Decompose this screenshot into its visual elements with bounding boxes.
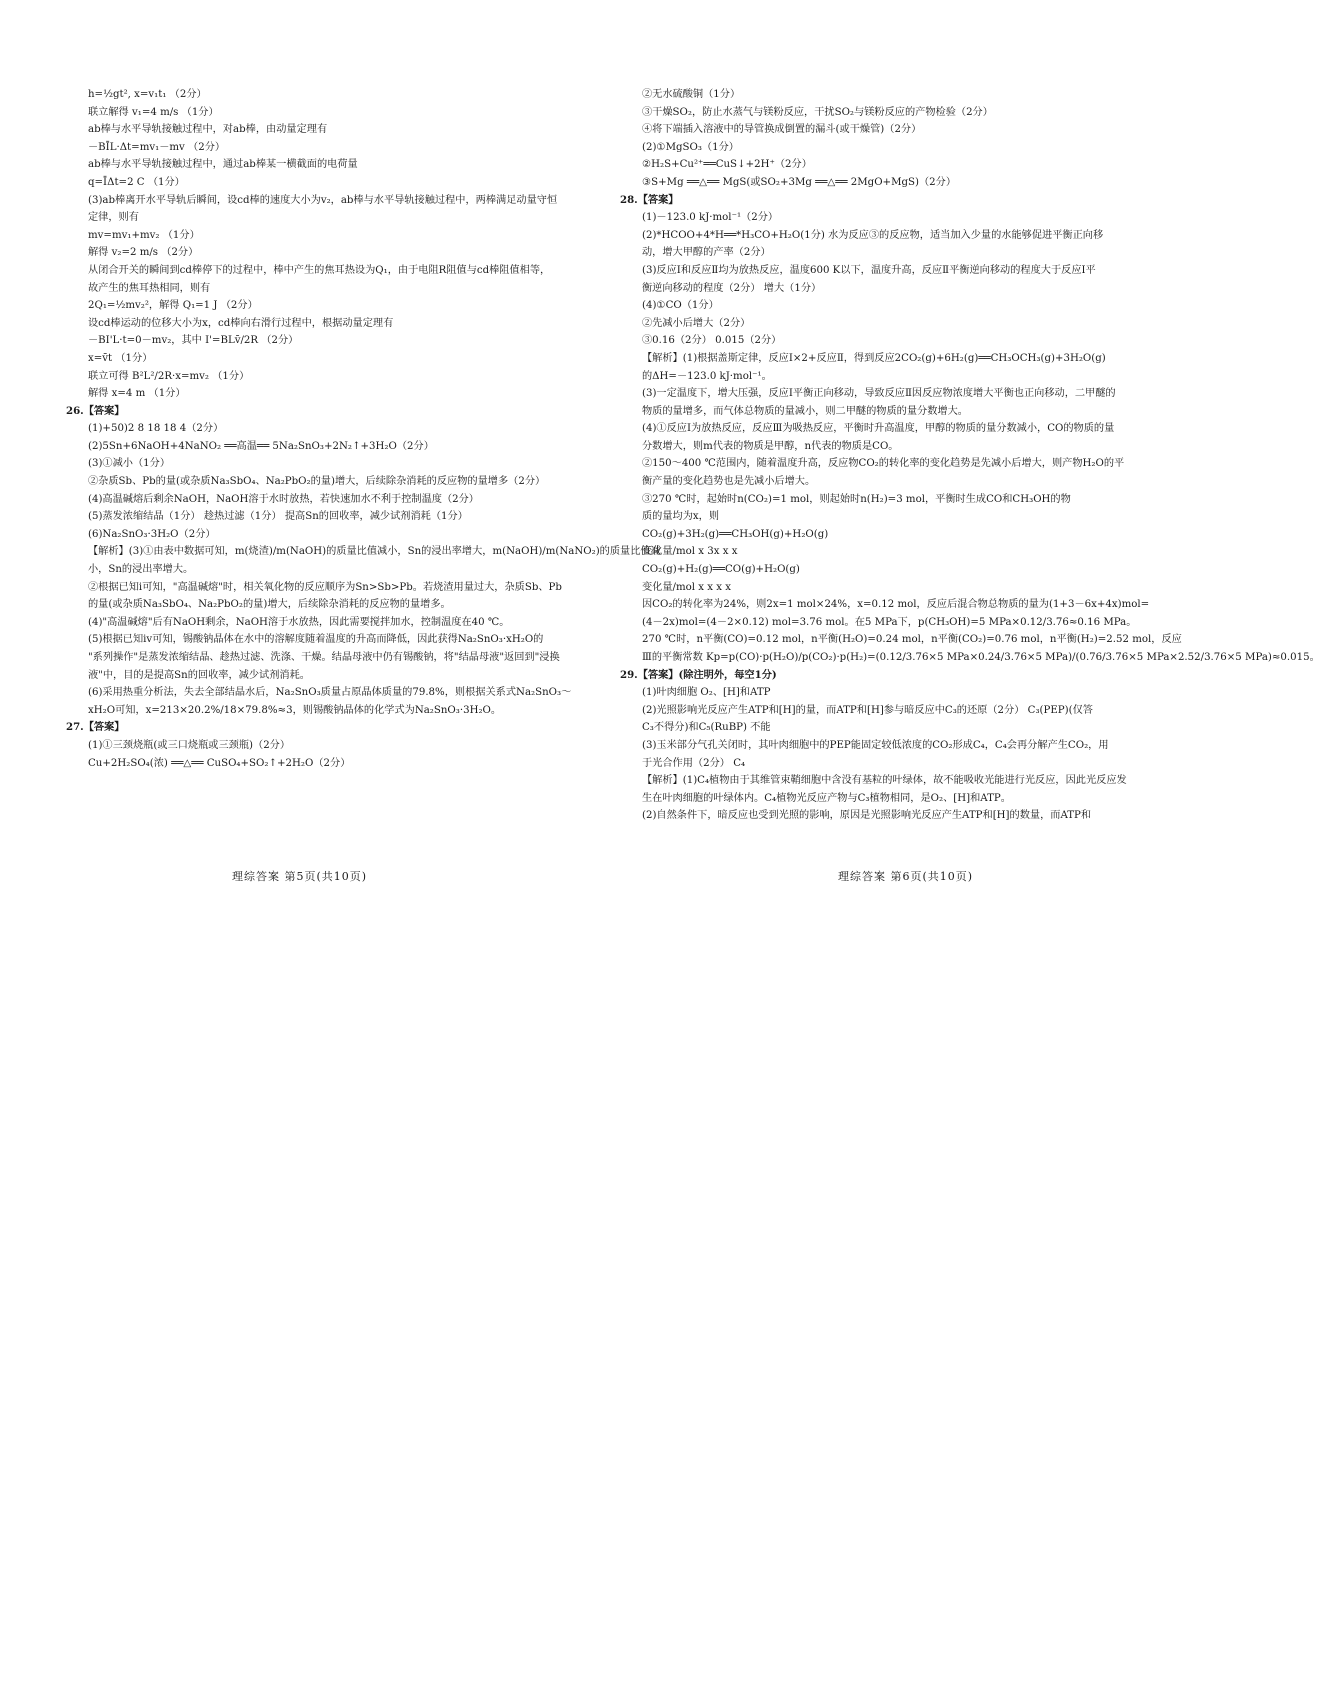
text-line: (5)根据已知ⅳ可知，锡酸钠晶体在水中的溶解度随着温度的升高而降低，因此获得Na₂SnO₃·xH₂O的 <box>88 634 544 646</box>
text-line: (4)①反应Ⅰ为放热反应，反应Ⅲ为吸热反应，平衡时升高温度，甲醇的物质的量分数减小，CO的物质的量 <box>642 423 1115 435</box>
text-line: ②杂质Sb、Pb的量(或杂质Na₃SbO₄、Na₂PbO₂的量)增大，后续除杂消耗的反应物的量增多（2分） <box>88 476 546 488</box>
text-line: (2)自然条件下，暗反应也受到光照的影响，原因是光照影响光反应产生ATP和[H]的数量，而ATP和 <box>642 810 1092 822</box>
text-line: ④将下端插入溶液中的导管换成倒置的漏斗(或干燥管)（2分） <box>642 124 922 136</box>
text-line: C₃不得分)和C₅(RuBP) 不能 <box>642 722 771 734</box>
text-line: 2Q₁=½mv₂²，解得 Q₁=1 J （2分） <box>88 300 258 312</box>
text-line: 联立解得 v₁=4 m/s （1分） <box>88 106 219 118</box>
text-line: 270 ℃时，n平衡(CO)=0.12 mol，n平衡(H₂O)=0.24 mol，n平衡(CO₂)=0.76 mol，n平衡(H₂)=2.52 mol，反应 <box>642 634 1182 646</box>
text-line: (1)①三颈烧瓶(或三口烧瓶或三颈瓶)（2分） <box>88 739 291 751</box>
text-line: (2)5Sn+6NaOH+4NaNO₂ ══高温══ 5Na₂SnO₃+2N₂↑+3H₂O（2分） <box>88 440 434 452</box>
text-line: xH₂O可知，x=213×20.2%/18×79.8%≈3，则锡酸钠晶体的化学式为Na₂SnO₃·3H₂O。 <box>88 704 502 716</box>
text-line: 小，Sn的浸出率增大。 <box>88 564 194 576</box>
text-line: (4)①CO（1分） <box>642 300 719 312</box>
text-line: 物质的量增多，而气体总物质的量减小，则二甲醚的物质的量分数增大。 <box>642 405 968 417</box>
text-line: (3)玉米部分气孔关闭时，其叶肉细胞中的PEP能固定较低浓度的CO₂形成C₄，C₄会再分解产生CO₂，用 <box>642 739 1109 751</box>
text-line: CO₂(g)+H₂(g)══CO(g)+H₂O(g) <box>642 564 800 576</box>
text-line: "系列操作"是蒸发浓缩结晶、趁热过滤、洗涤、干燥。结晶母液中仍有锡酸钠，将"结晶母液"返回到"浸换 <box>88 652 560 663</box>
text-line: x=v̄t （1分） <box>88 352 153 364</box>
text-line: 液"中，目的是提高Sn的回收率，减少试剂消耗。 <box>88 669 310 681</box>
text-line: 故产生的焦耳热相同，则有 <box>88 282 211 294</box>
text-line: 衡产量的变化趋势也是先减小后增大。 <box>642 476 816 488</box>
text-line: 变化量/mol x x x x <box>642 581 731 593</box>
text-line: －BĪL·Δt=mv₁－mv （2分） <box>88 141 226 153</box>
text-line: 29.【答案】(除注明外，每空1分) <box>620 668 777 681</box>
text-line: ②先减小后增大（2分） <box>642 317 751 329</box>
text-line: 衡逆向移动的程度（2分） 增大（1分） <box>642 282 822 294</box>
text-line: (3)ab棒离开水平导轨后瞬间，设cd棒的速度大小为v₂，ab棒与水平导轨接触过程中，两棒满足动量守恒 <box>88 194 558 206</box>
text-line: (1)－123.0 kJ·mol⁻¹（2分） <box>642 212 779 224</box>
text-line: 【解析】(1)根据盖斯定律，反应Ⅰ×2+反应Ⅱ，得到反应2CO₂(g)+6H₂(g)══CH₃OCH₃(g)+3H₂O(g) <box>642 352 1106 364</box>
text-line: ab棒与水平导轨接触过程中，通过ab棒某一横截面的电荷量 <box>88 159 358 171</box>
text-line: (4－2x)mol=(4－2×0.12) mol=3.76 mol。在5 MPa下，p(CH₃OH)=5 MPa×0.12/3.76≈0.16 MPa。 <box>642 616 1137 628</box>
text-line: 变化量/mol x 3x x x <box>642 546 738 558</box>
text-line: 的量(或杂质Na₃SbO₄、Na₂PbO₂的量)增大，后续除杂消耗的反应物的量增多。 <box>88 599 451 611</box>
text-line: 从闭合开关的瞬间到cd棒停下的过程中，棒中产生的焦耳热设为Q₁，由于电阻R阻值与cd棒阻值相等， <box>88 264 551 276</box>
text-line: 动，增大甲醇的产率（2分） <box>642 247 771 259</box>
text-line: 【解析】(3)①由表中数据可知，m(烧渣)/m(NaOH)的质量比值减小，Sn的浸出率增大，m(NaOH)/m(NaNO₂)的质量比值减 <box>88 546 661 558</box>
text-line: CO₂(g)+3H₂(g)══CH₃OH(g)+H₂O(g) <box>642 528 829 540</box>
text-line: 的ΔH=－123.0 kJ·mol⁻¹。 <box>642 370 772 382</box>
text-line: ③S+Mg ══△══ MgS(或SO₂+3Mg ══△══ 2MgO+MgS)（2分） <box>642 176 957 188</box>
text-line: ②150～400 ℃范围内，随着温度升高，反应物CO₂的转化率的变化趋势是先减小后增大，则产物H₂O的平 <box>642 458 1125 470</box>
text-line: 28.【答案】 <box>620 193 679 206</box>
text-line: 于光合作用（2分） C₄ <box>642 757 746 769</box>
text-line: ②无水硫酸铜（1分） <box>642 89 741 100</box>
text-line: (6)Na₂SnO₃·3H₂O（2分） <box>88 528 216 540</box>
text-line: (2)光照影响光反应产生ATP和[H]的量，而ATP和[H]参与暗反应中C₃的还原（2分） C₃(PEP)(仅答 <box>642 704 1093 716</box>
text-line: h=½gt², x=v₁t₁ （2分） <box>88 89 207 100</box>
text-line: (1)叶肉细胞 O₂、[H]和ATP <box>642 687 771 699</box>
text-line: (3)①减小（1分） <box>88 458 171 470</box>
text-line: 27.【答案】 <box>66 721 125 734</box>
text-line: ②H₂S+Cu²⁺══CuS↓+2H⁺（2分） <box>642 159 812 171</box>
text-line: ③0.16（2分） 0.015（2分） <box>642 335 782 347</box>
text-line: 解得 v₂=2 m/s （2分） <box>88 247 199 259</box>
text-line: －BI'L·t=0－mv₂，其中 I'=BLv̄/2R （2分） <box>88 335 299 347</box>
text-line: 解得 x=4 m （1分） <box>88 388 186 400</box>
text-line: 生在叶肉细胞的叶绿体内。C₄植物光反应产物与C₃植物相同，是O₂、[H]和ATP。 <box>642 792 1011 804</box>
left-page-footer: 理综答案 第5页(共10页) <box>232 870 368 883</box>
text-line: (3)反应Ⅰ和反应Ⅱ均为放热反应，温度600 K以下，温度升高，反应Ⅱ平衡逆向移动的程度大于反应Ⅰ平 <box>642 264 1096 276</box>
text-line: (1)+50)2 8 18 18 4（2分） <box>88 423 224 435</box>
text-line: q=ĪΔt=2 C （1分） <box>88 176 185 188</box>
text-line: (2)*HCOO+4*H══*H₃CO+H₂O(1分) 水为反应③的反应物，适当加入少量的水能够促进平衡正向移 <box>642 229 1104 241</box>
text-line: ②根据已知ⅰ可知，"高温碱熔"时，相关氧化物的反应顺序为Sn>Sb>Pb。若烧渣用量过大，杂质Sb、Pb <box>88 581 562 593</box>
text-line: (4)"高温碱熔"后有NaOH剩余，NaOH溶于水放热，因此需要搅拌加水，控制温度在40 ℃。 <box>88 616 510 628</box>
text-line: (2)①MgSO₃（1分） <box>642 141 739 153</box>
text-line: 定律，则有 <box>88 212 139 224</box>
text-line: 因CO₂的转化率为24%，则2x=1 mol×24%，x=0.12 mol，反应后混合物总物质的量为(1+3－6x+4x)mol= <box>642 599 1150 611</box>
text-line: 26.【答案】 <box>66 404 125 417</box>
text-line: ③270 ℃时，起始时n(CO₂)=1 mol，则起始时n(H₂)=3 mol，平衡时生成CO和CH₃OH的物 <box>642 493 1071 505</box>
text-line: 分数增大，则m代表的物质是甲醇，n代表的物质是CO。 <box>642 440 899 452</box>
right-page-column <box>620 86 1320 825</box>
right-page-footer: 理综答案 第6页(共10页) <box>838 870 974 883</box>
text-line: (3)一定温度下，增大压强，反应Ⅰ平衡正向移动，导致反应Ⅱ因反应物浓度增大平衡也正向移动，二甲醚的 <box>642 388 1116 400</box>
text-line: 质的量均为x，则 <box>642 511 720 523</box>
text-line: (6)采用热重分析法，失去全部结晶水后，Na₂SnO₃质量占原晶体质量的79.8%，则根据关系式Na₂SnO₃～ <box>88 687 572 699</box>
text-line: mv=mv₁+mv₂ （1分） <box>88 229 200 241</box>
text-line: (4)高温碱熔后剩余NaOH，NaOH溶于水时放热，若快速加水不利于控制温度（2分） <box>88 493 479 505</box>
text-line: 联立可得 B²L²/2R·x=mv₂ （1分） <box>88 370 250 382</box>
text-line: Ⅲ的平衡常数 Kp=p(CO)·p(H₂O)/p(CO₂)·p(H₂)=(0.12/3.76×5 MPa×0.24/3.76×5 MPa)/(0.76/3.76×5 MPa×2.52/3.76×5 MPa)≈0.015。 <box>642 652 1320 663</box>
text-line: 【解析】(1)C₄植物由于其维管束鞘细胞中含没有基粒的叶绿体，故不能吸收光能进行光反应，因此光反应发 <box>642 775 1127 787</box>
text-line: 设cd棒运动的位移大小为x，cd棒向右滑行过程中，根据动量定理有 <box>88 317 394 329</box>
text-line: ab棒与水平导轨接触过程中，对ab棒，由动量定理有 <box>88 124 328 136</box>
text-line: ③干燥SO₂，防止水蒸气与镁粉反应，干扰SO₂与镁粉反应的产物检验（2分） <box>642 106 993 118</box>
text-line: (5)蒸发浓缩结晶（1分） 趁热过滤（1分） 提高Sn的回收率，减少试剂消耗（1分） <box>88 511 468 523</box>
text-line: Cu+2H₂SO₄(浓) ══△══ CuSO₄+SO₂↑+2H₂O（2分） <box>88 757 351 769</box>
